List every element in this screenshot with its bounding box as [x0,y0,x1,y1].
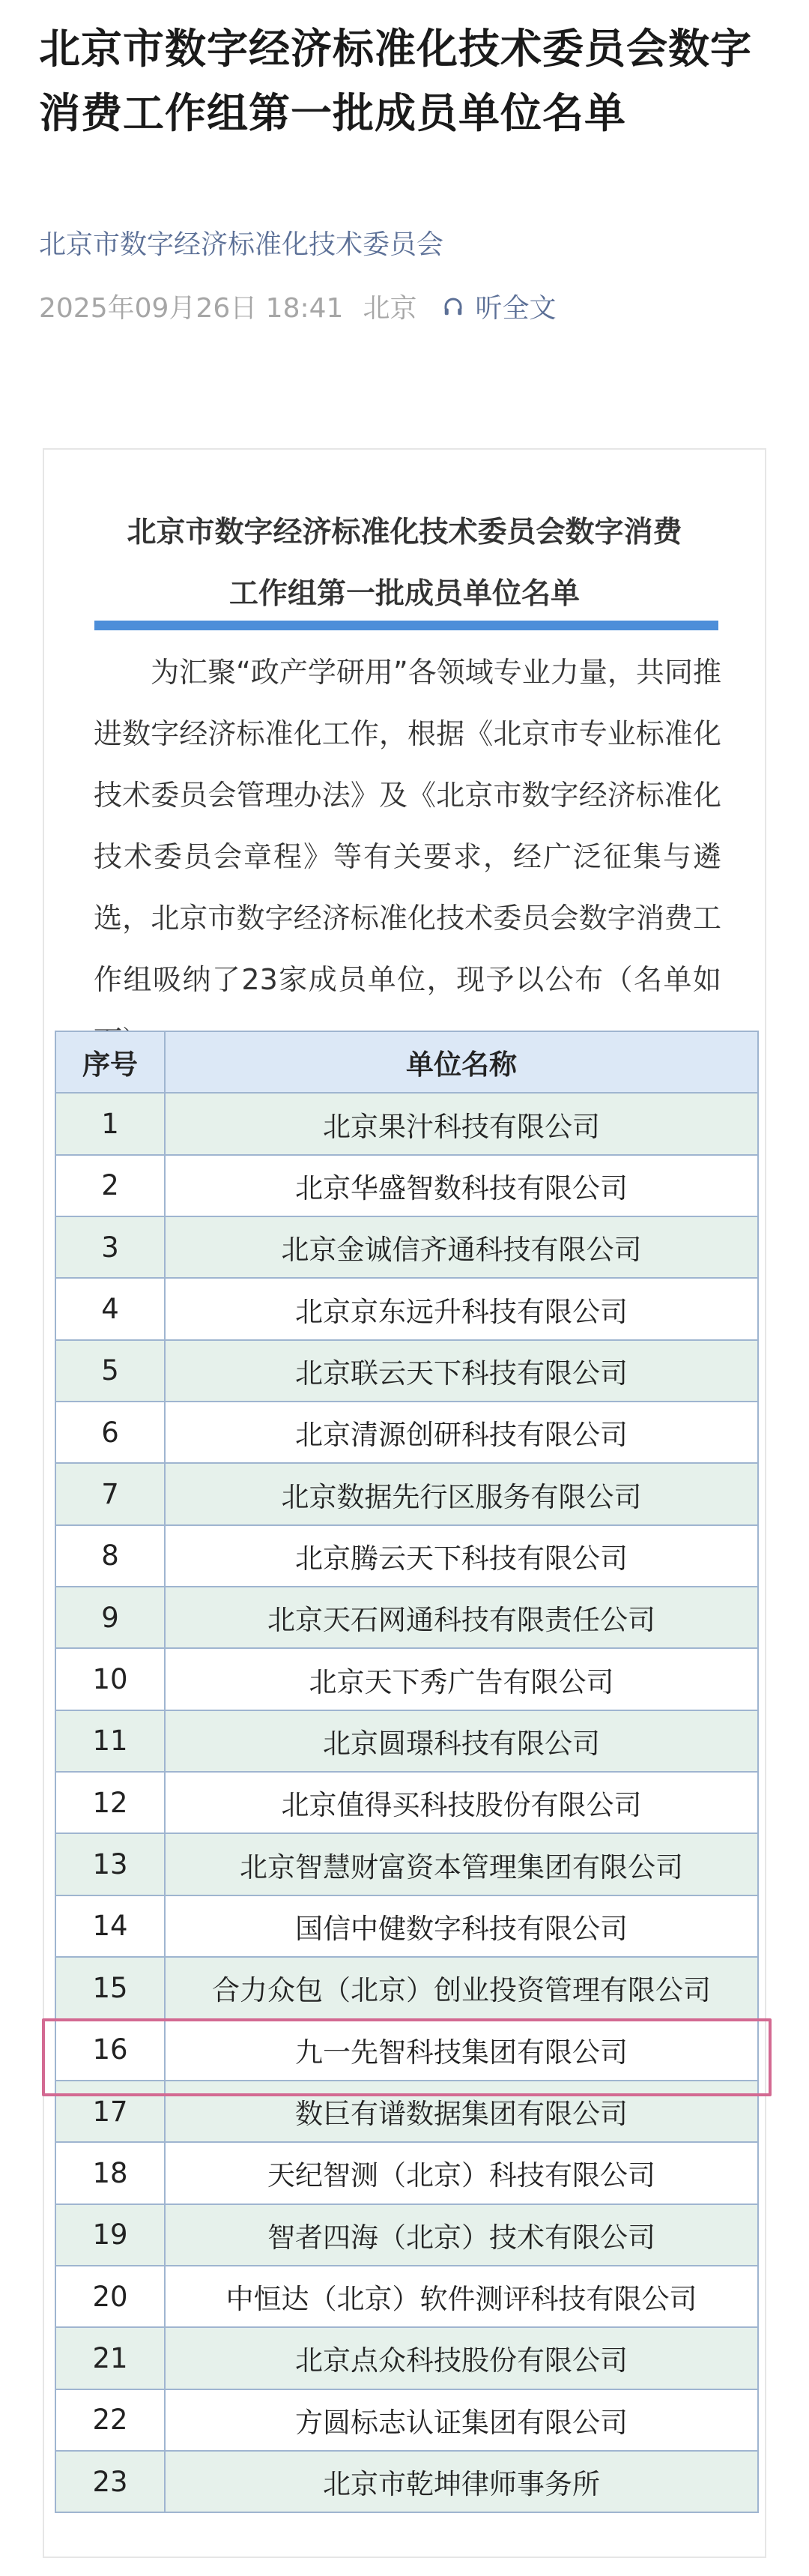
row-unit-name: 北京清源创研科技有限公司 [165,1402,758,1463]
row-unit-name: 智者四海（北京）技术有限公司 [165,2204,758,2266]
table-row [55,2327,758,2389]
table-header-row [55,1031,758,1093]
row-unit-name: 北京京东远升科技有限公司 [165,1278,758,1339]
row-number: 20 [55,2266,165,2327]
row-number: 5 [55,1340,165,1402]
table-row [55,1957,758,2018]
row-unit-name: 北京腾云天下科技有限公司 [165,1525,758,1587]
row-unit-name: 九一先智科技集团有限公司 [165,2019,758,2081]
row-unit-name: 北京数据先行区服务有限公司 [165,1463,758,1524]
row-unit-name: 北京天下秀广告有限公司 [165,1648,758,1710]
table-row [55,1155,758,1216]
table-row [55,2451,758,2512]
table-row [55,2019,758,2081]
card-title [44,502,765,625]
table-row [55,1587,758,1648]
row-number: 9 [55,1587,165,1648]
table-row [55,1093,758,1154]
row-unit-name: 北京市乾坤律师事务所 [165,2451,758,2512]
title-underline-bar [94,621,718,630]
table-row [55,1648,758,1710]
row-number: 13 [55,1833,165,1895]
row-number: 3 [55,1216,165,1278]
row-unit-name: 方圆标志认证集团有限公司 [165,2389,758,2451]
row-unit-name: 北京点众科技股份有限公司 [165,2327,758,2389]
table-row [55,1525,758,1587]
row-unit-name: 北京金诚信齐通科技有限公司 [165,1216,758,1278]
card-title-line-1: 北京市数字经济标准化技术委员会数字消费 [127,516,682,549]
row-number: 11 [55,1710,165,1772]
header-number: 序号 [55,1031,165,1093]
row-unit-name: 天纪智测（北京）科技有限公司 [165,2142,758,2204]
row-unit-name: 国信中健数字科技有限公司 [165,1895,758,1957]
row-unit-name: 北京果汁科技有限公司 [165,1093,758,1154]
member-table [55,1031,759,2513]
row-number: 2 [55,1155,165,1216]
row-unit-name: 北京华盛智数科技有限公司 [165,1155,758,1216]
publish-date: 2025年09月26日 18:41 [39,293,344,324]
row-number: 15 [55,1957,165,2018]
table-row [55,1895,758,1957]
row-number: 1 [55,1093,165,1154]
listen-label: 听全文 [475,293,557,324]
table-row [55,2266,758,2327]
listen-button[interactable] [442,287,556,325]
header-unit-name: 单位名称 [165,1031,758,1093]
article-title: 北京市数字经济标准化技术委员会数字消费工作组第一批成员单位名单 [39,25,753,137]
table-row [55,1402,758,1463]
row-number: 7 [55,1463,165,1524]
publish-location: 北京 [363,293,417,324]
row-number: 12 [55,1772,165,1833]
row-number: 8 [55,1525,165,1587]
headphones-icon [442,295,464,318]
row-number: 18 [55,2142,165,2204]
table-row [55,1710,758,1772]
table-row [55,2142,758,2204]
announcement-card [43,448,766,2558]
row-unit-name: 中恒达（北京）软件测评科技有限公司 [165,2266,758,2327]
row-number: 14 [55,1895,165,1957]
table-row [55,2081,758,2142]
row-number: 6 [55,1402,165,1463]
table-row [55,1833,758,1895]
row-unit-name: 数巨有谱数据集团有限公司 [165,2081,758,2142]
table-row [55,1216,758,1278]
row-unit-name: 北京圆璟科技有限公司 [165,1710,758,1772]
row-unit-name: 北京值得买科技股份有限公司 [165,1772,758,1833]
table-row [55,1278,758,1339]
row-number: 19 [55,2204,165,2266]
row-unit-name: 北京智慧财富资本管理集团有限公司 [165,1833,758,1895]
row-number: 16 [55,2019,165,2081]
row-unit-name: 北京天石网通科技有限责任公司 [165,1587,758,1648]
article-meta [39,287,556,325]
row-number: 10 [55,1648,165,1710]
table-row [55,1463,758,1524]
table-row [55,1340,758,1402]
row-unit-name: 合力众包（北京）创业投资管理有限公司 [165,1957,758,2018]
account-name-link[interactable]: 北京市数字经济标准化技术委员会 [39,229,444,260]
intro-paragraph: 为汇聚“政产学研用”各领域专业力量，共同推进数字经济标准化工作，根据《北京市专业标准化技术委员会管理办法》及《北京市数字经济标准化技术委员会章程》等有关要求，经广泛征集与遴选，北京市数字经济标准化技术委员会数字消费工作组吸纳了23家成员单位，现予以公布（名单如 [94,656,721,996]
row-number: 4 [55,1278,165,1339]
table-body [55,1093,758,2512]
table-row [55,2389,758,2451]
table-row [55,1772,758,1833]
table-row [55,2204,758,2266]
card-title-line-2: 工作组第一批成员单位名单 [228,577,580,611]
row-number: 21 [55,2327,165,2389]
row-number: 23 [55,2451,165,2512]
row-number: 22 [55,2389,165,2451]
article-header [39,16,781,145]
row-number: 17 [55,2081,165,2142]
row-unit-name: 北京联云天下科技有限公司 [165,1340,758,1402]
